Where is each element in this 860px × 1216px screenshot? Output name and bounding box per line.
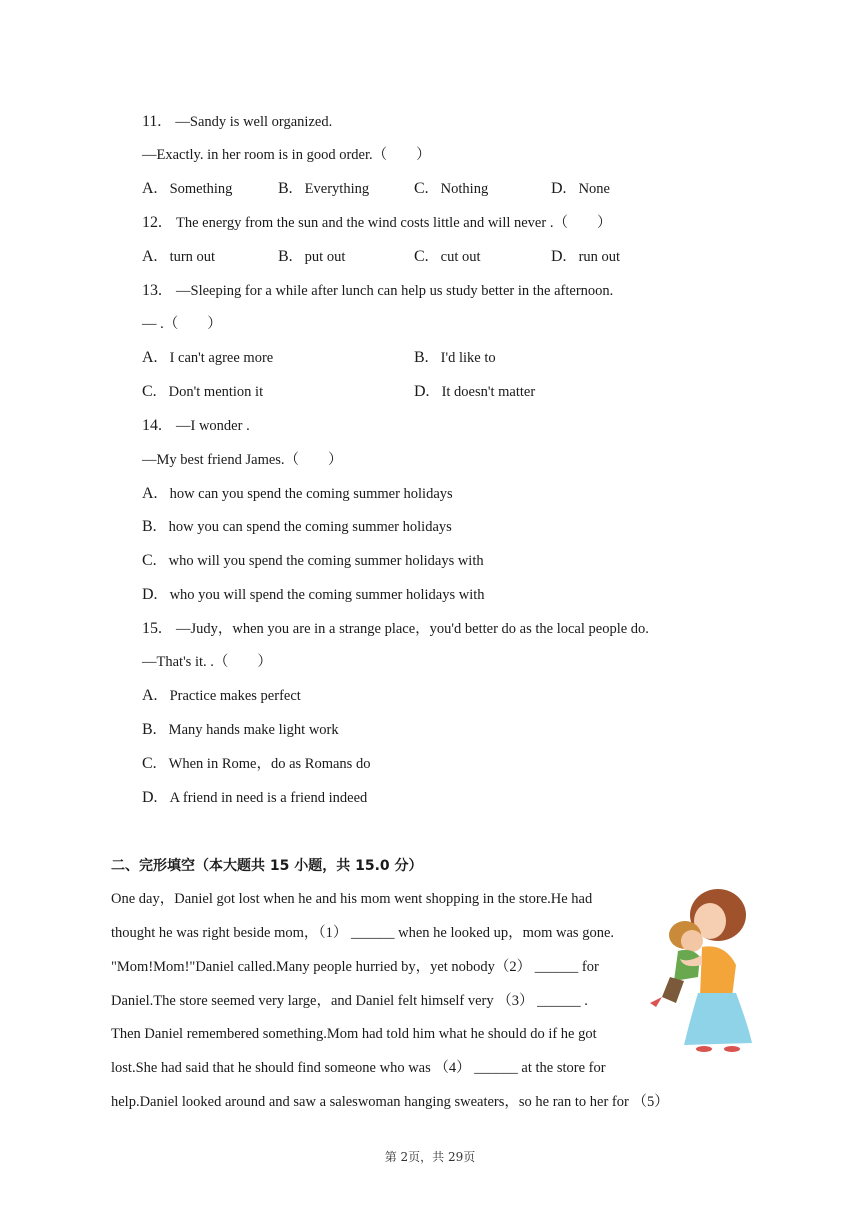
option-b: B. Many hands make light work [142,721,339,738]
option-b: B. how you can spend the coming summer holidays [142,518,452,535]
section-heading: 二、完形填空（本大题共 15 小题，共 15.0 分） [111,858,423,874]
option-d: D. run out [551,248,621,265]
option-c: C. cut out [414,248,481,265]
question-number: 11. [142,113,162,130]
mother-hugging-child-illustration [640,885,760,1055]
question-14-reply: —My best friend James.（ ） [142,452,343,468]
option-a: A. I can't agree more [142,349,274,366]
option-b: B. I'd like to [414,349,496,366]
option-a: A. Something [142,180,233,197]
option-a: A. turn out [142,248,216,265]
passage-line: One day，Daniel got lost when he and his mom went shopping in the store.He had [111,891,593,907]
passage-line: Then Daniel remembered something.Mom had told him what he should do if he got [111,1026,597,1042]
question-12-stem: 12. The energy from the sun and the wind costs little and will never .（ ） [142,214,612,231]
option-c: C. Don't mention it [142,383,264,400]
question-number: 12. [142,214,162,231]
option-a: A. how can you spend the coming summer holidays [142,485,453,502]
option-d: D. None [551,180,610,197]
question-14-stem: 14. —I wonder . [142,417,250,434]
question-number: 14. [142,417,162,434]
option-b: B. put out [278,248,346,265]
passage-line: thought he was right beside mom，（1） ______ when he looked up，mom was gone. [111,925,615,941]
question-11-stem: 11. —Sandy is well organized. [142,113,333,130]
option-a: A. Practice makes perfect [142,687,301,704]
question-13-reply: — .（ ） [142,316,222,332]
option-d: D. A friend in need is a friend indeed [142,789,368,806]
question-13-stem: 13. —Sleeping for a while after lunch can help us study better in the afternoon. [142,282,614,299]
option-c: C. who will you spend the coming summer holidays with [142,552,484,569]
option-c: C. When in Rome，do as Romans do [142,755,371,772]
question-15-stem: 15. —Judy，when you are in a strange place，you'd better do as the local people do. [142,620,649,637]
question-11-reply: —Exactly. in her room is in good order.（ ） [142,147,431,163]
option-d: D. It doesn't matter [414,383,536,400]
page-footer: 第 2页，共 29页 [384,1150,476,1164]
passage-line: help.Daniel looked around and saw a saleswoman hanging sweaters，so he ran to her for （5） [111,1094,669,1110]
passage-line: lost.She had said that he should find someone who was （4） ______ at the store for [111,1060,606,1076]
question-number: 13. [142,282,162,299]
passage-line: "Mom!Mom!"Daniel called.Many people hurried by，yet nobody（2） ______ for [111,959,599,975]
option-d: D. who you will spend the coming summer holidays with [142,586,485,603]
option-c: C. Nothing [414,180,489,197]
passage-line: Daniel.The store seemed very large，and Daniel felt himself very （3） ______ . [111,993,588,1009]
option-b: B. Everything [278,180,370,197]
question-number: 15. [142,620,162,637]
question-15-reply: —That's it. .（ ） [142,654,272,670]
